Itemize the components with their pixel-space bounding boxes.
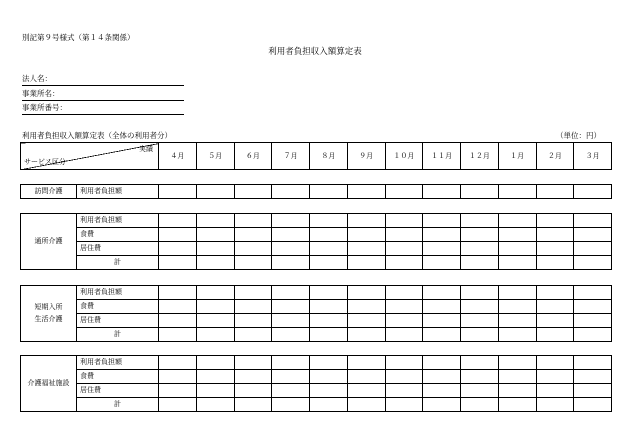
- amount-cell[interactable]: [159, 398, 197, 412]
- month-header: １０月: [385, 143, 423, 170]
- amount-cell[interactable]: [536, 242, 574, 256]
- amount-cell[interactable]: [385, 398, 423, 412]
- amount-cell[interactable]: [272, 242, 310, 256]
- row-label: 居住費: [77, 314, 159, 328]
- amount-cell[interactable]: [385, 314, 423, 328]
- row-label-total: 計: [77, 398, 159, 412]
- amount-cell[interactable]: [423, 356, 461, 370]
- amount-cell[interactable]: [347, 384, 385, 398]
- table-title: 利用者負担収入額算定表（全体の利用者分）: [22, 131, 172, 140]
- amount-cell[interactable]: [536, 384, 574, 398]
- amount-cell[interactable]: [461, 300, 499, 314]
- service-name-facility: 介護福祉施設: [21, 356, 77, 412]
- amount-cell[interactable]: [536, 228, 574, 242]
- amount-cell[interactable]: [310, 185, 348, 199]
- service-name-line1: 短期入所: [34, 303, 63, 312]
- short-stay-table: [20, 285, 612, 342]
- amount-cell[interactable]: [310, 314, 348, 328]
- row-label: 利用者負担額: [77, 286, 159, 300]
- amount-cell[interactable]: [272, 256, 310, 270]
- diag-label-bottom: サービス区分: [24, 158, 66, 166]
- row-label: 食費: [77, 300, 159, 314]
- amount-cell[interactable]: [536, 314, 574, 328]
- amount-cell[interactable]: [310, 356, 348, 370]
- amount-cell[interactable]: [498, 300, 536, 314]
- row-label: 利用者負担額: [77, 185, 159, 199]
- amount-cell[interactable]: [461, 228, 499, 242]
- amount-cell[interactable]: [234, 242, 272, 256]
- table-row: [21, 300, 612, 314]
- amount-cell[interactable]: [310, 384, 348, 398]
- row-label-total: 計: [77, 328, 159, 342]
- office-number-field[interactable]: 事業所番号：: [22, 102, 184, 115]
- amount-cell[interactable]: [272, 228, 310, 242]
- amount-cell[interactable]: [310, 286, 348, 300]
- month-header: ６月: [234, 143, 272, 170]
- amount-cell[interactable]: [423, 242, 461, 256]
- amount-cell[interactable]: [234, 228, 272, 242]
- form-number: 別記第９号様式（第１４条関係）: [22, 33, 135, 42]
- amount-cell[interactable]: [159, 328, 197, 342]
- amount-cell[interactable]: [385, 286, 423, 300]
- amount-cell[interactable]: [536, 185, 574, 199]
- amount-cell[interactable]: [461, 370, 499, 384]
- amount-cell[interactable]: [423, 214, 461, 228]
- amount-cell[interactable]: [536, 370, 574, 384]
- amount-cell[interactable]: [574, 242, 612, 256]
- amount-cell[interactable]: [574, 314, 612, 328]
- day-care-table: [20, 213, 612, 270]
- amount-cell[interactable]: [385, 214, 423, 228]
- amount-cell[interactable]: [234, 328, 272, 342]
- amount-cell[interactable]: [423, 286, 461, 300]
- amount-cell[interactable]: [159, 286, 197, 300]
- amount-cell[interactable]: [461, 185, 499, 199]
- amount-cell[interactable]: [347, 328, 385, 342]
- amount-cell[interactable]: [498, 328, 536, 342]
- document-title: 利用者負担収入額算定表: [268, 47, 362, 57]
- amount-cell[interactable]: [423, 314, 461, 328]
- amount-cell[interactable]: [574, 300, 612, 314]
- month-header: １月: [498, 143, 536, 170]
- month-header: ２月: [536, 143, 574, 170]
- unit-label: （単位：円）: [556, 131, 601, 140]
- amount-cell[interactable]: [196, 242, 234, 256]
- amount-cell[interactable]: [347, 356, 385, 370]
- amount-cell[interactable]: [196, 370, 234, 384]
- service-name-line2: 生活介護: [34, 314, 63, 323]
- amount-cell[interactable]: [498, 214, 536, 228]
- amount-cell[interactable]: [461, 328, 499, 342]
- amount-cell[interactable]: [310, 370, 348, 384]
- table-row: [21, 314, 612, 328]
- amount-cell[interactable]: [536, 328, 574, 342]
- table-row: [21, 214, 612, 228]
- amount-cell[interactable]: [574, 214, 612, 228]
- amount-cell[interactable]: [272, 370, 310, 384]
- amount-cell[interactable]: [423, 370, 461, 384]
- amount-cell[interactable]: [234, 314, 272, 328]
- amount-cell[interactable]: [498, 384, 536, 398]
- amount-cell[interactable]: [574, 185, 612, 199]
- amount-cell[interactable]: [234, 256, 272, 270]
- amount-cell[interactable]: [310, 328, 348, 342]
- amount-cell[interactable]: [385, 228, 423, 242]
- header-table: [20, 142, 612, 170]
- amount-cell[interactable]: [461, 286, 499, 300]
- corp-name-field[interactable]: 法人名：: [22, 73, 184, 86]
- row-label: 食費: [77, 228, 159, 242]
- amount-cell[interactable]: [498, 286, 536, 300]
- amount-cell[interactable]: [196, 185, 234, 199]
- amount-cell[interactable]: [272, 384, 310, 398]
- amount-cell[interactable]: [347, 370, 385, 384]
- amount-cell[interactable]: [536, 300, 574, 314]
- amount-cell[interactable]: [196, 228, 234, 242]
- amount-cell[interactable]: [423, 398, 461, 412]
- amount-cell[interactable]: [196, 398, 234, 412]
- amount-cell[interactable]: [272, 286, 310, 300]
- amount-cell[interactable]: [234, 185, 272, 199]
- month-header: ９月: [347, 143, 385, 170]
- amount-cell[interactable]: [461, 256, 499, 270]
- amount-cell[interactable]: [234, 370, 272, 384]
- amount-cell[interactable]: [159, 384, 197, 398]
- table-row: [21, 242, 612, 256]
- amount-cell[interactable]: [159, 370, 197, 384]
- amount-cell[interactable]: [234, 300, 272, 314]
- row-label-total: 計: [77, 256, 159, 270]
- amount-cell[interactable]: [159, 256, 197, 270]
- amount-cell[interactable]: [310, 300, 348, 314]
- amount-cell[interactable]: [461, 398, 499, 412]
- amount-cell[interactable]: [272, 328, 310, 342]
- office-name-field[interactable]: 事業所名：: [22, 88, 184, 101]
- amount-cell[interactable]: [310, 242, 348, 256]
- amount-cell[interactable]: [347, 228, 385, 242]
- amount-cell[interactable]: [159, 214, 197, 228]
- amount-cell[interactable]: [423, 256, 461, 270]
- amount-cell[interactable]: [498, 314, 536, 328]
- amount-cell[interactable]: [574, 228, 612, 242]
- amount-cell[interactable]: [574, 384, 612, 398]
- amount-cell[interactable]: [536, 214, 574, 228]
- amount-cell[interactable]: [498, 228, 536, 242]
- amount-cell[interactable]: [196, 286, 234, 300]
- amount-cell[interactable]: [234, 286, 272, 300]
- visit-care-table: [20, 184, 612, 199]
- row-label: 居住費: [77, 242, 159, 256]
- amount-cell[interactable]: [196, 256, 234, 270]
- amount-cell[interactable]: [423, 228, 461, 242]
- amount-cell[interactable]: [385, 185, 423, 199]
- amount-cell[interactable]: [272, 300, 310, 314]
- amount-cell[interactable]: [385, 300, 423, 314]
- amount-cell[interactable]: [310, 398, 348, 412]
- amount-cell[interactable]: [347, 242, 385, 256]
- month-header: ４月: [159, 143, 197, 170]
- amount-cell[interactable]: [461, 384, 499, 398]
- amount-cell[interactable]: [461, 214, 499, 228]
- table-row: [21, 228, 612, 242]
- amount-cell[interactable]: [461, 314, 499, 328]
- table-row: [21, 356, 612, 370]
- amount-cell[interactable]: [574, 256, 612, 270]
- amount-cell[interactable]: [347, 256, 385, 270]
- table-row: [21, 384, 612, 398]
- amount-cell[interactable]: [272, 214, 310, 228]
- amount-cell[interactable]: [498, 256, 536, 270]
- amount-cell[interactable]: [498, 242, 536, 256]
- amount-cell[interactable]: [536, 398, 574, 412]
- month-header: １２月: [461, 143, 499, 170]
- amount-cell[interactable]: [498, 185, 536, 199]
- amount-cell[interactable]: [461, 356, 499, 370]
- amount-cell[interactable]: [385, 370, 423, 384]
- amount-cell[interactable]: [347, 398, 385, 412]
- row-label: 食費: [77, 370, 159, 384]
- amount-cell[interactable]: [423, 384, 461, 398]
- amount-cell[interactable]: [234, 356, 272, 370]
- row-label: 居住費: [77, 384, 159, 398]
- amount-cell[interactable]: [385, 242, 423, 256]
- amount-cell[interactable]: [574, 328, 612, 342]
- amount-cell[interactable]: [159, 356, 197, 370]
- amount-cell[interactable]: [385, 328, 423, 342]
- amount-cell[interactable]: [196, 356, 234, 370]
- amount-cell[interactable]: [272, 185, 310, 199]
- amount-cell[interactable]: [272, 398, 310, 412]
- table-row: [21, 185, 612, 199]
- amount-cell[interactable]: [574, 356, 612, 370]
- facility-table: [20, 355, 612, 412]
- amount-cell[interactable]: [347, 300, 385, 314]
- amount-cell[interactable]: [347, 214, 385, 228]
- amount-cell[interactable]: [574, 370, 612, 384]
- amount-cell[interactable]: [234, 214, 272, 228]
- service-name-shortstay: [21, 286, 77, 342]
- amount-cell[interactable]: [385, 384, 423, 398]
- amount-cell[interactable]: [196, 214, 234, 228]
- month-header: ８月: [310, 143, 348, 170]
- amount-cell[interactable]: [159, 228, 197, 242]
- amount-cell[interactable]: [234, 398, 272, 412]
- header-diagonal-cell: [21, 143, 159, 170]
- amount-cell[interactable]: [196, 328, 234, 342]
- amount-cell[interactable]: [385, 356, 423, 370]
- amount-cell[interactable]: [574, 286, 612, 300]
- table-row: [21, 256, 612, 270]
- table-row: [21, 398, 612, 412]
- amount-cell[interactable]: [159, 242, 197, 256]
- row-label: 利用者負担額: [77, 214, 159, 228]
- amount-cell[interactable]: [536, 256, 574, 270]
- amount-cell[interactable]: [310, 214, 348, 228]
- table-row: [21, 286, 612, 300]
- month-header: ７月: [272, 143, 310, 170]
- amount-cell[interactable]: [159, 314, 197, 328]
- amount-cell[interactable]: [385, 256, 423, 270]
- month-header: ５月: [196, 143, 234, 170]
- service-name-daycare: 通所介護: [21, 214, 77, 270]
- month-header: １１月: [423, 143, 461, 170]
- amount-cell[interactable]: [461, 242, 499, 256]
- amount-cell[interactable]: [347, 314, 385, 328]
- table-row: [21, 370, 612, 384]
- amount-cell[interactable]: [196, 314, 234, 328]
- amount-cell[interactable]: [272, 356, 310, 370]
- amount-cell[interactable]: [536, 286, 574, 300]
- amount-cell[interactable]: [498, 398, 536, 412]
- amount-cell[interactable]: [574, 398, 612, 412]
- amount-cell[interactable]: [536, 356, 574, 370]
- amount-cell[interactable]: [347, 185, 385, 199]
- amount-cell[interactable]: [347, 286, 385, 300]
- amount-cell[interactable]: [310, 256, 348, 270]
- amount-cell[interactable]: [498, 370, 536, 384]
- amount-cell[interactable]: [310, 228, 348, 242]
- row-label: 利用者負担額: [77, 356, 159, 370]
- amount-cell[interactable]: [196, 384, 234, 398]
- amount-cell[interactable]: [498, 356, 536, 370]
- amount-cell[interactable]: [423, 300, 461, 314]
- header-row: [21, 143, 612, 170]
- amount-cell[interactable]: [159, 300, 197, 314]
- month-header: ３月: [574, 143, 612, 170]
- amount-cell[interactable]: [159, 185, 197, 199]
- amount-cell[interactable]: [272, 314, 310, 328]
- amount-cell[interactable]: [196, 300, 234, 314]
- diag-label-top: 実績: [139, 145, 153, 153]
- amount-cell[interactable]: [423, 328, 461, 342]
- service-name-visit: 訪問介護: [21, 185, 77, 199]
- table-row: [21, 328, 612, 342]
- amount-cell[interactable]: [423, 185, 461, 199]
- amount-cell[interactable]: [234, 384, 272, 398]
